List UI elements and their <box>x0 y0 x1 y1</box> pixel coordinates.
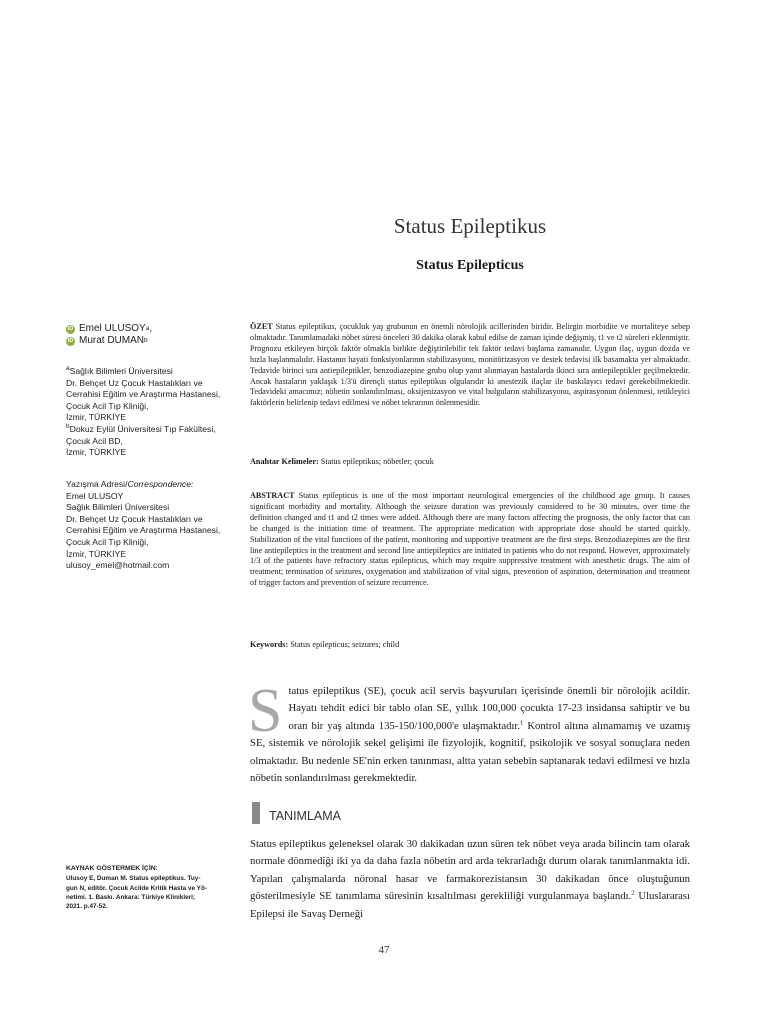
ozet-abstract <box>250 322 690 409</box>
anahtar-text: Status epileptikus; nöbetler; çocuk <box>320 457 434 466</box>
correspondence-line: Sağlık Bilimleri Üniversitesi <box>66 502 170 513</box>
correspondence-line: Çocuk Acil Tıp Kliniği, <box>66 536 149 547</box>
footnote-ref: 1 <box>520 719 524 727</box>
author-item: iD Emel ULUSOY a , <box>67 323 153 334</box>
correspondence-line: Emel ULUSOY <box>66 490 124 501</box>
section-heading <box>252 802 341 824</box>
author-list <box>66 323 152 347</box>
anahtar-label: Anahtar Kelimeler: <box>250 457 319 466</box>
author-name: Emel ULUSOY <box>79 323 146 334</box>
citation-line: 2021. p.47-52. <box>66 903 108 911</box>
footnote-ref: 2 <box>631 889 635 897</box>
correspondence-email[interactable]: ulusoy_emel@hotmail.com <box>66 560 170 571</box>
affiliation-line: İzmir, TÜRKİYE <box>66 412 127 423</box>
affiliation-line: Cerrahisi Eğitim ve Araştırma Hastanesi, <box>66 389 221 400</box>
article-subtitle: Status Epilepticus <box>416 258 524 273</box>
affiliation-line: İzmir, TÜRKİYE <box>66 447 127 458</box>
author-item: iD Murat DUMAN b <box>67 335 148 346</box>
orcid-icon[interactable]: iD <box>67 337 74 344</box>
page-number: 47 <box>378 944 390 956</box>
affiliation-line: $^b$Dokuz Eylül Üniversitesi Tıp Fakültesi, <box>66 423 216 434</box>
affiliation-line: $^a$Sağlık Bilimleri Üniversitesi <box>66 365 173 376</box>
keywords <box>250 640 690 649</box>
section-paragraph: Status epileptikus geleneksel olarak 30 dakikadan uzun süren tek nöbet veya arada bilincin tam olarak normale dönmediği iki ya da daha fazla nöbetin ard arda tekrarladığı durum olarak tanımlanmakta idi. Yapılan çalışmalarda nöronal hasar ve farmakorezistansın 30 dakikadan önce oluştuğunun gösterilmesiyle SE tanımlama süresinin kısaltılması gerekliliği vurgulanmaya başlandı.$^2$ Uluslararası Epilepsi ile Savaş Derneği <box>250 838 691 920</box>
author-name: Murat DUMAN <box>79 335 145 346</box>
correspondence-line: Dr. Behçet Uz Çocuk Hastalıkları ve <box>66 513 203 524</box>
citation-heading: KAYNAK GÖSTERMEK İÇİN: <box>66 865 158 872</box>
correspondence-label: Yazışma Adresi/Correspondence: <box>66 479 194 489</box>
citation-line: netimi. 1. Baskı. Ankara: Türkiye Klinikleri; <box>66 893 196 901</box>
correspondence-line: İzmir, TÜRKİYE <box>66 548 127 559</box>
orcid-icon[interactable]: iD <box>67 325 74 332</box>
correspondence-line: Cerrahisi Eğitim ve Araştırma Hastanesi, <box>66 525 221 536</box>
ozet-text: Status epileptikus, çocukluk yaş grubunun en önemli nörolojik acillerinden biridir. Belirgin morbidite ve mortaliteye sebep olmaktadır. Tanımlamadaki nöbet süresi önceleri 30 dakika olarak kabul edilse de zaman içinde değişmiş, t1 ve t2 süreleri eklenmiştir. Prognozu etkileyen birçok faktör olmakla birlikte değiştirilebilir tek faktör tedavi başlama zamanıdır. Uygun ilaç, uygun dozda ve hızla başlanmalıdır. Hastanın hayati fonksiyonlarının stabilizasyonu, monitörizasyon ve destek tedavisi ilk basamakta yer almaktadır. Tedavide birinci sıra antiepileptikler, benzodiazepine grubu olup yanıt alınmayan hastalarda ikinci sıra antiepileptikler geçilmektedir. Ancak hastaların yaklaşık 1/3'ü dirençli status epileptikus olgularıdır ki anestezik ilaçlar ile baskılayıcı tedavi gerekebilmektedir. Tedavideki amacımız; nöbetin sonlandırılması, oksijenizasyon ve vital bulguların stabilizasyonu, aspirasyonun önlenmesi, tetikleyici faktörlerin belirlenip tedavi edilmesi ve nöbet tekrarının önlenmesidir. <box>250 322 690 408</box>
drop-cap: S <box>248 677 283 745</box>
correspondence <box>66 479 241 572</box>
keywords-text: Status epilepticus; seizures; child <box>290 640 400 649</box>
english-abstract <box>250 491 690 589</box>
affiliation-line: Çocuk Acil Tıp Kliniği, <box>66 400 149 411</box>
anahtar-kelimeler <box>250 457 690 466</box>
intro-paragraph: Status epileptikus (SE), çocuk acil servis başvuruları içerisinde önemli bir nörolojik acildir. Hayatı tehdit edici bir tablo olan SE, yıllık 100,000 çocukta 17-23 insidansa sahiptir ve bu oran bir yaş altında 135-150/100,000'e ulaşmaktadır.$^1$ Kontrol altına alınamamış ve uzamış SE, sistemik ve nörolojik sekel gelişimi ile fizyolojik, kognitif, psikolojik ve sosyal sonuçlara neden olmaktadır. Bu nedenle SE'nin erken tanınması, altta yatan sebebin saptanarak tedavi edilmesi ve hızla nöbetin sonlandırılması gerekmektedir. <box>248 677 690 785</box>
affiliation-line: Dr. Behçet Uz Çocuk Hastalıkları ve <box>66 377 203 388</box>
keywords-label: Keywords: <box>250 640 289 649</box>
affiliations <box>66 366 241 459</box>
citation-line: gun N, editör. Çocuk Acilde Kritik Hasta ve Yö- <box>66 884 207 892</box>
article-title: Status Epileptikus <box>393 214 547 238</box>
section-title: TANIMLAMA <box>269 809 341 823</box>
affiliation-line: Çocuk Acil BD, <box>66 435 123 446</box>
ozet-label: ÖZET <box>250 322 273 331</box>
citation-box <box>66 864 241 911</box>
abstract-label: ABSTRACT <box>250 491 295 500</box>
abstract-text: Status epilepticus is one of the most important neurological emergencies of the childhood age group. It causes significant morbidity and mortality. Although the seizure duration was previously considered to be 30 minutes, over time the definition changed and t1 and t2 times were added. Although there are many factors affecting the prognosis, the only factor that can be changed is the initiation time of treatment. The appropriate medication with appropriate dose should be started quickly. Stabilization of the vital functions of the patient, monitoring and supportive treatment are the first steps. Benzodiazepines are the first line antiepileptics in the treatment and second line antiepileptics are initiated in patients who do not respond. However, approximately 1/3 of the patients have refractory status epilepticus, which may require suppressive treatment with anesthetic drugs. The aim of treatment; termination of seizures, oxygenation and stabilization of vital signs, prevention of aspiration, determination and treatment of trigger factors and prevention of seizure recurrence. <box>250 491 691 588</box>
section-bar <box>252 802 260 824</box>
citation-line: Ulusoy E, Duman M. Status epileptikus. Tuy- <box>66 875 201 883</box>
